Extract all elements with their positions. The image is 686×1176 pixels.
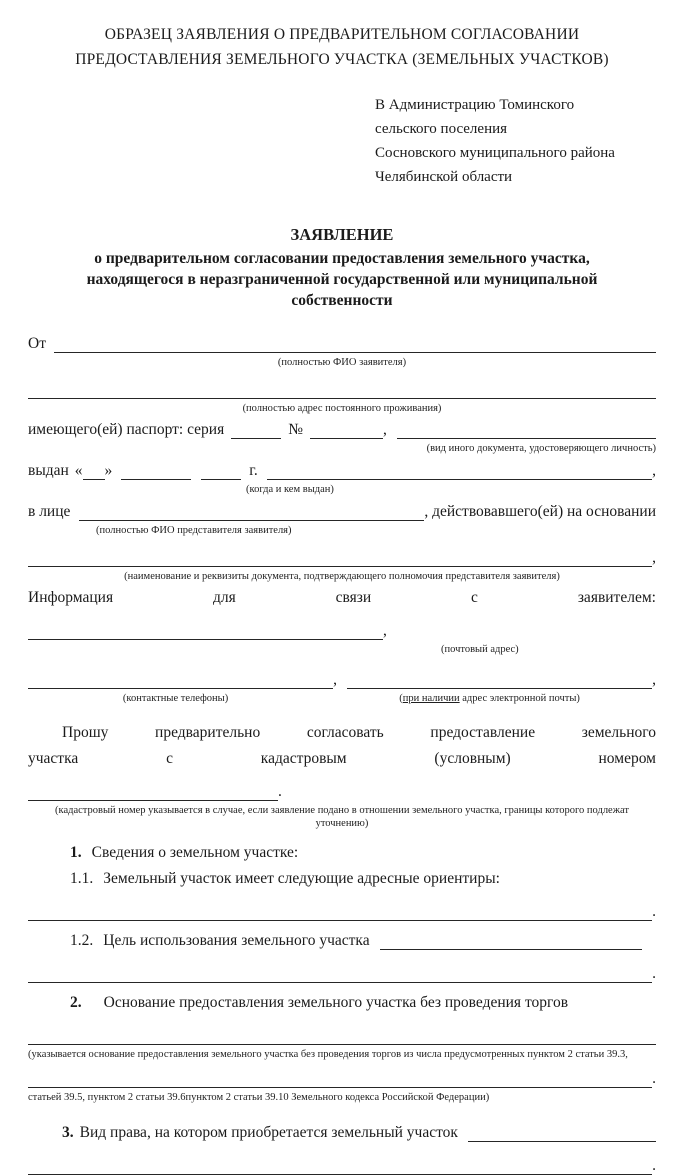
land-use-purpose-blank2 (28, 978, 652, 983)
applicant-fio-blank (54, 348, 656, 353)
issued-by-blank (267, 475, 652, 480)
item-3-row (28, 1122, 656, 1143)
basis-blank-row-1 (28, 1025, 656, 1046)
representative-fio-blank (79, 516, 424, 521)
residence-address-row (28, 379, 656, 400)
rep-doc-caption: (наименование и реквизиты документа, подтверждающего полномочия представителя заявителя) (124, 571, 560, 582)
period: . (652, 1157, 656, 1174)
issue-year-blank (201, 475, 241, 480)
document-title-line1: ОБРАЗЕЦ ЗАЯВЛЕНИЯ О ПРЕДВАРИТЕЛЬНОМ СОГЛАСОВАНИИ (104, 26, 580, 43)
request-word: Прошу (62, 724, 109, 741)
item-1-1-answer-row (28, 901, 656, 922)
passport-number-sign: № (288, 421, 303, 438)
other-doc-caption: (вид иного документа, удостоверяющего личность) (426, 443, 656, 454)
item-2-number: 2. (70, 994, 82, 1011)
phones-blank (28, 684, 333, 689)
item-2-text: Основание предоставления земельного участка без проведения торгов (103, 994, 569, 1011)
item-1-2-text: Цель использования земельного участка (103, 932, 370, 949)
application-subheading: о предварительном согласовании предоставления земельного участка, находящегося в неразграниченной государственной или муниципальной собственности (86, 250, 598, 309)
other-doc-blank (397, 434, 656, 439)
item-1-row (28, 842, 656, 863)
rep-fio-caption: (полностью ФИО представителя заявителя) (96, 525, 292, 536)
item-3-number: 3. (62, 1124, 74, 1141)
addressee-line: сельского поселения (375, 121, 508, 137)
issue-day-blank (83, 475, 105, 480)
item-1-number: 1. (70, 844, 82, 861)
contact-info-word: для (212, 589, 236, 606)
request-word: (условным) (434, 750, 511, 767)
comma: , (652, 549, 656, 566)
comma: , (652, 671, 656, 688)
passport-series-blank (231, 434, 281, 439)
addressee-line: В Администрацию Томинского (375, 97, 575, 113)
fio-caption: (полностью ФИО заявителя) (277, 357, 407, 368)
basis-blank-1 (28, 1040, 656, 1045)
addressee-line: Челябинской области (375, 169, 513, 185)
email-caption (323, 692, 656, 705)
basis-caption-2: статьей 39.5, пунктом 2 статьи 39.6пунктом 2 статьи 39.10 Земельного кодекса Российской Федерации) (28, 1092, 490, 1103)
issued-row (28, 460, 656, 481)
comma: , (383, 622, 387, 639)
phones-email-captions (28, 692, 656, 705)
issued-caption: (когда и кем выдан) (246, 484, 334, 495)
passport-number-blank (310, 434, 383, 439)
addressee-line: Сосновского муниципального района (375, 145, 615, 161)
address-landmarks-blank (28, 916, 652, 921)
issued-label: выдан (28, 462, 69, 479)
email-caption-rest: адрес электронной почты) (459, 693, 580, 704)
comma: , (652, 462, 656, 479)
email-blank (347, 684, 652, 689)
item-1-2-answer-row (28, 963, 656, 984)
item-1-text: Сведения о земельном участке: (91, 844, 299, 861)
request-word: предварительно (155, 724, 261, 741)
request-word: кадастровым (260, 750, 347, 767)
request-word: с (166, 750, 173, 767)
item-1-1-number: 1.1. (70, 870, 94, 887)
right-type-blank2 (28, 1170, 652, 1175)
addressee-block (375, 93, 656, 189)
passport-row (28, 419, 656, 440)
residence-address-caption: (полностью адрес постоянного проживания) (242, 403, 442, 414)
postal-address-blank (28, 635, 383, 640)
period: . (652, 903, 656, 920)
document-title (28, 22, 656, 72)
item-3-text: Вид права, на котором приобретается земельный участок (79, 1124, 458, 1141)
in-person-label: в лице (28, 503, 71, 520)
passport-label: имеющего(ей) паспорт: серия (28, 421, 225, 438)
basis-blank-2 (28, 1083, 652, 1088)
item-1-1-text: Земельный участок имеет следующие адресные ориентиры: (103, 870, 500, 887)
document-title-line2: ПРЕДОСТАВЛЕНИЯ ЗЕМЕЛЬНОГО УЧАСТКА (ЗЕМЕЛЬНЫХ УЧАСТКОВ) (75, 51, 609, 68)
postal-address-row (28, 620, 656, 641)
item-1-2-row (28, 930, 656, 951)
item-3-answer-row (28, 1155, 656, 1176)
cadastral-caption: (кадастровый номер указывается в случае, если заявление подано в отношении земельного участка, границы которого подлежат уточнению) (55, 805, 629, 829)
request-word: согласовать (306, 724, 384, 741)
basis-caption-1: (указывается основание предоставления земельного участка без проведения торгов из числа предусмотренных пунктом 2 статьи 39.3, (28, 1049, 628, 1060)
contact-info-word: Информация (28, 589, 114, 606)
from-label: От (28, 335, 46, 352)
rep-doc-row (28, 547, 656, 568)
quote-close: » (104, 462, 113, 479)
contact-info-word: заявителем: (577, 589, 656, 606)
email-caption-underlined: при наличии (402, 693, 460, 704)
request-line-2 (28, 748, 656, 769)
basis-blank-row-2 (28, 1068, 656, 1089)
phones-caption: (контактные телефоны) (122, 693, 229, 704)
email-caption-open: ( (399, 693, 403, 704)
year-label: г. (249, 462, 258, 479)
quote-open: « (74, 462, 83, 479)
from-row (28, 333, 656, 354)
contact-info-word: с (471, 589, 478, 606)
period: . (652, 1070, 656, 1087)
phones-email-row (28, 669, 656, 690)
residence-address-blank (28, 394, 656, 399)
request-word: номером (598, 750, 656, 767)
request-word: земельного (581, 724, 656, 741)
right-type-blank (468, 1137, 656, 1142)
contact-info-row (28, 587, 656, 608)
item-1-2-number: 1.2. (70, 932, 94, 949)
request-word: предоставление (430, 724, 536, 741)
period: . (652, 965, 656, 982)
land-use-purpose-blank (380, 945, 642, 950)
representative-row (28, 501, 656, 522)
request-line-1 (28, 722, 656, 743)
cadastral-number-blank (28, 796, 278, 801)
comma: , (333, 671, 337, 688)
acting-label: , действовавшего(ей) на основании (424, 503, 656, 520)
comma: , (383, 421, 387, 438)
contact-info-word: связи (335, 589, 372, 606)
postal-address-caption: (почтовый адрес) (441, 644, 519, 655)
item-1-1-row (28, 868, 656, 889)
request-word: участка (28, 750, 79, 767)
application-heading: ЗАЯВЛЕНИЕ (290, 225, 394, 244)
item-2-row (28, 992, 656, 1013)
issue-month-blank (121, 475, 191, 480)
period: . (278, 783, 282, 800)
cadastral-number-row (28, 781, 656, 802)
rep-doc-blank (28, 562, 652, 567)
